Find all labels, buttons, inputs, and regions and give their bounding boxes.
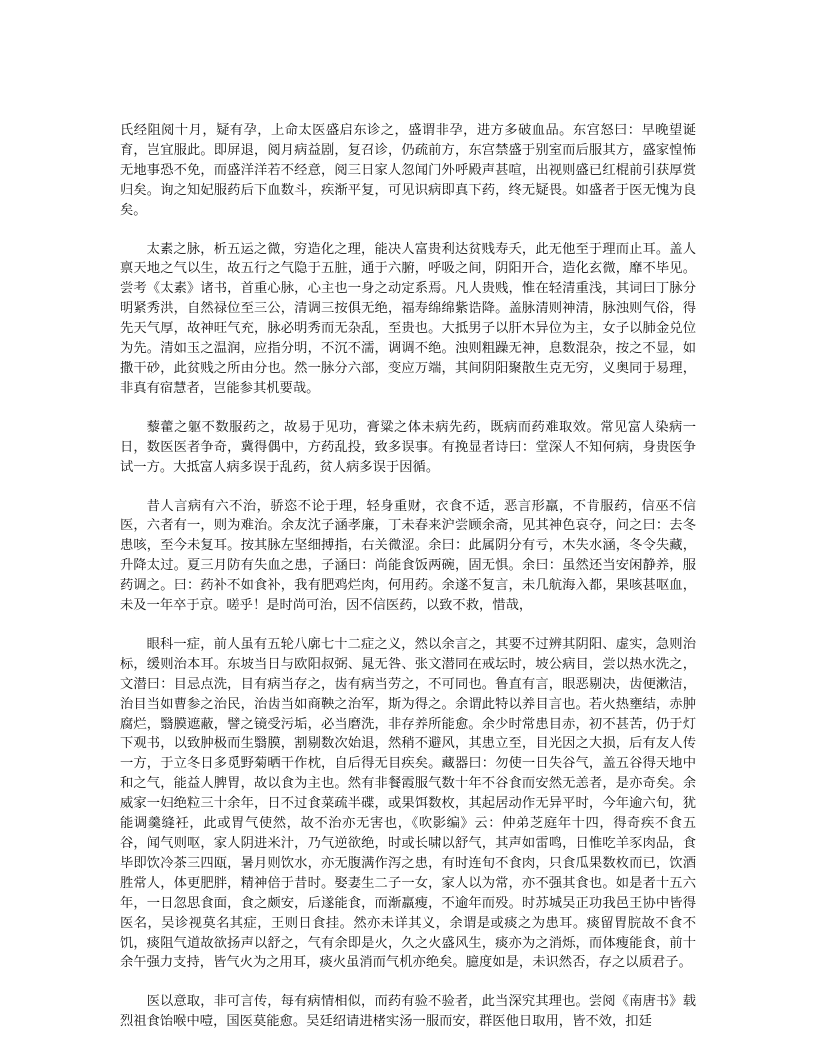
- paragraph: 太素之脉，析五运之微，穷造化之理，能决人富贵利达贫贱寿夭，此无他至于理而止耳。盖人禀天地之气以生，故五行之气隐于五脏，通于六腑，呼吸之间，阴阳开合，造化玄微，靡不毕见。尝考《太素》诸书，首重心脉，心主也一身之动定系焉。凡人贵贱，惟在轻清重浅，其词曰丁脉分明紧秀洪，自然禄位至三公，清调三按俱无绝，福寿绵绵紫诰降。盖脉清则神清，脉浊则气俗，得先天气厚，故神旺气充，脉必明秀而无杂乱，至贵也。大抵男子以肝木异位为主，女子以肺金兑位为先。清如玉之温润，应指分明，不沉不濡，调调不绝。浊则粗躁无神，息数混杂，按之不显，如撒干砂，此贫贱之所由分也。然一脉分六部，变应万端，其间阴阳聚散生克无穷，义奥同于易理，非真有宿慧者，岂能参其机要哉。: [120, 241, 696, 396]
- paragraph: 藜藿之躯不数服药之，故易于见功，膏粱之体未病先药，既病而药难取效。常见富人染病一日，数医医者争奇，冀得偶中，方药乱投，致多误事。有挽显者诗曰：堂深人不知何病，身贵医争试一方。大抵富人病多误于乱药，贫人病多误于因循。: [120, 419, 696, 475]
- paragraph: 氏经阻阅十月，疑有孕，上命太医盛启东诊之，盛谓非孕，进方多破血品。东宫怒曰：早晚望诞育，岂宜服此。即屏退，阅月病益剧，复召诊，仍疏前方，东宫禁盛于别室而后服其方，盛家惶怖无地事恐不免，而盛洋洋若不经意，阅三日家人忽闻门外呼殿声甚喧，出视则盛已红棍前引获厚赏归矣。询之知妃服药后下血数斗，疾渐平复，可见识病即真下药，终无疑畏。如盛者于医无愧为良矣。: [120, 123, 696, 218]
- document-body: [120, 121, 696, 1032]
- paragraph: 医以意取，非可言传，每有病情相似，而药有验不验者，此当深究其理也。尝阅《南唐书》载烈祖食饴喉中噎，国医莫能愈。吴廷绍请进楮实汤一服而安，群医他日取用，皆不效，扣廷: [120, 994, 696, 1030]
- paragraph: 眼科一症，前人虽有五轮八廓七十二症之义，然以余言之，其要不过辨其阴阳、虚实，急则治标，缓则治本耳。东坡当日与欧阳叔弼、晁无咎、张文潜同在戒坛时，坡公病目，尝以热水洗之，文潜曰：目忌点洗，目有病当存之，齿有病当劳之，不可同也。鲁直有言，眼恶剔决，齿便漱洁，治目当如曹参之治民，治齿当如商鞅之治军，斯为得之。余谓此特以养目言也。若火热壅结，赤肿腐烂，翳膜遮蔽，譬之镜受污垢，必当磨洗，非存养所能愈。余少时常患目赤，初不甚苦，仍于灯下观书，以致肿极而生翳膜，割剔数次始退，然稍不避风，其患立至，目光因之大损，后有友人传一方，于立冬日多觅野菊晒干作枕，自后得无目疾矣。藏器曰：勿使一日失谷气，盖五谷得天地中和之气，能益人脾胃，故以食为主也。然有非餐霞服气数十年不谷食而安然无恙者，是亦奇矣。余威家一妇绝粒三十余年，日不过食菜疏半碟，或果饵数枚，其起居动作无异平时，今年逾六旬，犹能调羹缝衽，此或胃气使然，故不治亦无害也，《吹影编》云：仲弟芝庭年十四，得奇疾不食五谷，闻气则呕，家人阴进米汁，乃气逆欲绝，时或长啸以舒气，其声如雷鸣，日惟吃羊豕肉品，食毕即饮冷茶三四瓯，暑月则饮水，亦无腹满作泻之患，有时连旬不食肉，只食瓜果数枚而已，饮酒胜常人，体更肥胖，精神倍于昔时。娶妻生二子一女，家人以为常，亦不强其食也。如是者十五六年，一日忽思食面，食之颇安，后遂能食，而渐羸瘦，不逾年而殁。时苏城吴正功我邑王协中皆得医名，吴诊视莫名其症，王则日食挂。然亦未详其义，余谓是或痰之为患耳。痰留胃脘故不食不饥，痰阻气道故欲扬声以舒之，气有余即是火，久之火盛风生，痰亦为之消烁，而体瘦能食，前十余午强力支持，皆气火为之用耳，痰火虽消而气机亦绝矣。臆度如是，未识然否，存之以质君子。: [120, 636, 696, 971]
- paragraph: 昔人言病有六不治，骄恣不论于理，轻身重财，衣食不适，恶言形羸，不肯服药，信巫不信医，六者有一，则为难治。余友沈子涵孝廉，丁未春来沪尝顾余斋，见其神色哀夺，问之曰：去冬患咳，至今未复耳。按其脉左坚细搏指，右关微涩。余曰：此属阴分有亏，木失水涵，冬令失藏，升降太过。夏三月防有失血之患，子涵曰：尚能食饭两碗，固无惧。余曰：虽然还当安闲静养，服药调之。曰：药补不如食补，我有肥鸡烂肉，何用药。余遂不复言，未几航海入都，果咳甚呕血，未及一年卒于京。嗟乎！是时尚可治，因不信医药，以致不救，惜哉，: [120, 498, 696, 614]
